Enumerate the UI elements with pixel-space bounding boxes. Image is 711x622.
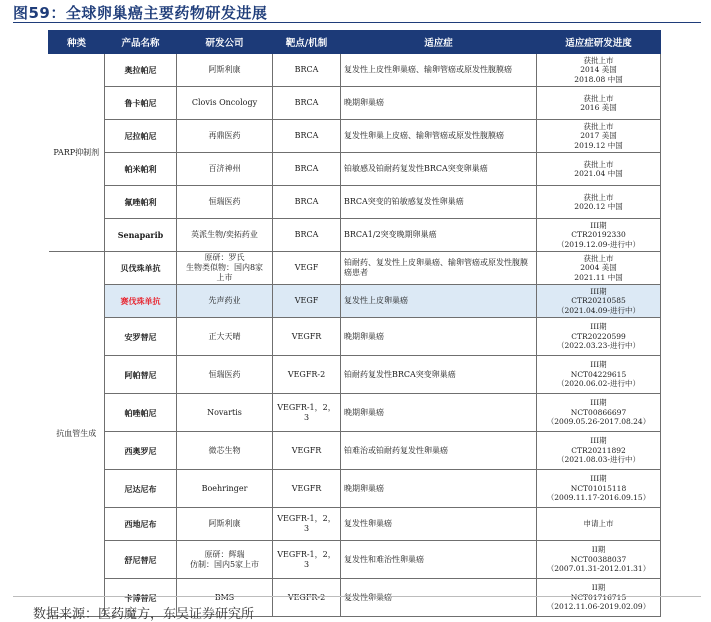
target: VEGFR-1，2，3 — [273, 508, 341, 541]
table-row — [49, 508, 661, 541]
target: BRCA — [273, 186, 341, 219]
progress: 获批上市 2021.04 中国 — [537, 153, 661, 186]
drug-name: 卡博替尼 — [105, 579, 177, 617]
table-row — [49, 356, 661, 394]
table-row — [49, 432, 661, 470]
indication: 晚期卵巢癌 — [341, 87, 537, 120]
header-target: 靶点/机制 — [273, 31, 341, 54]
target: VEGFR — [273, 470, 341, 508]
indication: 铂难治或铂耐药复发性卵巢癌 — [341, 432, 537, 470]
table-row — [49, 120, 661, 153]
drug-name: 鲁卡帕尼 — [105, 87, 177, 120]
indication: 复发性上皮性卵巢癌、输卵管癌或原发性腹膜癌 — [341, 54, 537, 87]
progress: II期 NCT00388037 （2007.01.31-2012.01.31） — [537, 541, 661, 579]
target: BRCA — [273, 54, 341, 87]
company: 阿斯利康 — [177, 54, 273, 87]
company: Novartis — [177, 394, 273, 432]
drug-name: 奥拉帕尼 — [105, 54, 177, 87]
progress: III期 CTR20210585 （2021.04.09-进行中） — [537, 285, 661, 318]
company: 恒瑞医药 — [177, 186, 273, 219]
indication: 复发性卵巢上皮癌、输卵管癌或原发性腹膜癌 — [341, 120, 537, 153]
target: VEGFR — [273, 318, 341, 356]
drug-pipeline-table — [48, 30, 661, 617]
title-rule — [13, 22, 701, 23]
indication: 铂敏感及铂耐药复发性BRCA突变卵巢癌 — [341, 153, 537, 186]
table-row — [49, 318, 661, 356]
target: VEGFR — [273, 432, 341, 470]
table-row — [49, 54, 661, 87]
drug-name: 安罗替尼 — [105, 318, 177, 356]
figure-title: 图59：全球卵巢癌主要药物研发进展 — [13, 4, 268, 22]
drug-name: Senaparib — [105, 219, 177, 252]
target: BRCA — [273, 120, 341, 153]
table-row — [49, 541, 661, 579]
progress: 申请上市 — [537, 508, 661, 541]
drug-name: 赛伐珠单抗 — [105, 285, 177, 318]
company: 原研：辉瑞 仿制：国内5家上市 — [177, 541, 273, 579]
indication: 复发性上皮卵巢癌 — [341, 285, 537, 318]
company: 正大天晴 — [177, 318, 273, 356]
target: BRCA — [273, 219, 341, 252]
table-row — [49, 87, 661, 120]
header-company: 研发公司 — [177, 31, 273, 54]
indication: 晚期卵巢癌 — [341, 470, 537, 508]
company: 恒瑞医药 — [177, 356, 273, 394]
table-row — [49, 470, 661, 508]
indication: 铂耐药复发性BRCA突变卵巢癌 — [341, 356, 537, 394]
progress: II期 NCT01716715 （2012.11.06-2019.02.09） — [537, 579, 661, 617]
target: BRCA — [273, 87, 341, 120]
target: BRCA — [273, 153, 341, 186]
category-angiogenesis: 抗血管生成 — [49, 252, 105, 617]
company: 百济神州 — [177, 153, 273, 186]
target: VEGFR-1，2，3 — [273, 541, 341, 579]
table-row — [49, 153, 661, 186]
company: 英派生物/奕拓药业 — [177, 219, 273, 252]
table-header-row — [49, 31, 661, 54]
drug-name: 阿帕替尼 — [105, 356, 177, 394]
table-row-highlighted — [49, 285, 661, 318]
drug-name: 帕唑帕尼 — [105, 394, 177, 432]
company: 先声药业 — [177, 285, 273, 318]
drug-name: 西奥罗尼 — [105, 432, 177, 470]
company: 原研：罗氏 生物类似物：国内8家 上市 — [177, 252, 273, 285]
progress: 获批上市 2017 美国 2019.12 中国 — [537, 120, 661, 153]
progress: III期 NCT04229615 （2020.06.02-进行中） — [537, 356, 661, 394]
source-note: 数据来源：医药魔方，东吴证券研究所 — [33, 607, 255, 622]
progress: III期 CTR20192330 （2019.12.09-进行中） — [537, 219, 661, 252]
company: 阿斯利康 — [177, 508, 273, 541]
target: VEGFR-2 — [273, 579, 341, 617]
header-indication: 适应症 — [341, 31, 537, 54]
progress: 获批上市 2004 美国 2021.11 中国 — [537, 252, 661, 285]
table-row — [49, 252, 661, 285]
indication: 复发性卵巢癌 — [341, 508, 537, 541]
drug-name: 帕米帕利 — [105, 153, 177, 186]
progress: 获批上市 2016 美国 — [537, 87, 661, 120]
company: 再鼎医药 — [177, 120, 273, 153]
header-product: 产品名称 — [105, 31, 177, 54]
indication: 铂耐药、复发性上皮卵巢癌、输卵管癌或原发性腹膜癌患者 — [341, 252, 537, 285]
table-row — [49, 219, 661, 252]
company: Boehringer — [177, 470, 273, 508]
company: Clovis Oncology — [177, 87, 273, 120]
target: VEGFR-1，2，3 — [273, 394, 341, 432]
company: BMS — [177, 579, 273, 617]
progress: 获批上市 2020.12 中国 — [537, 186, 661, 219]
progress: III期 NCT01015118 （2009.11.17-2016.09.15） — [537, 470, 661, 508]
indication: 晚期卵巢癌 — [341, 394, 537, 432]
indication: BRCA突变的铂敏感复发性卵巢癌 — [341, 186, 537, 219]
indication: BRCA1/2突变晚期卵巢癌 — [341, 219, 537, 252]
company: 微芯生物 — [177, 432, 273, 470]
header-category: 种类 — [49, 31, 105, 54]
indication: 复发性卵巢癌 — [341, 579, 537, 617]
footer-rule — [13, 596, 701, 597]
drug-name: 舒尼替尼 — [105, 541, 177, 579]
drug-name: 尼达尼布 — [105, 470, 177, 508]
drug-name: 西地尼布 — [105, 508, 177, 541]
progress: 获批上市 2014 美国 2018.08 中国 — [537, 54, 661, 87]
drug-name: 尼拉帕尼 — [105, 120, 177, 153]
target: VEGFR-2 — [273, 356, 341, 394]
drug-name: 贝伐珠单抗 — [105, 252, 177, 285]
table-row — [49, 186, 661, 219]
indication: 复发性和难治性卵巢癌 — [341, 541, 537, 579]
table-row — [49, 394, 661, 432]
progress: III期 CTR20211892 （2021.08.03-进行中） — [537, 432, 661, 470]
drug-name: 氟唑帕利 — [105, 186, 177, 219]
progress: III期 CTR20220599 （2022.03.23-进行中） — [537, 318, 661, 356]
category-parp: PARP抑制剂 — [49, 54, 105, 252]
target: VEGF — [273, 285, 341, 318]
indication: 晚期卵巢癌 — [341, 318, 537, 356]
header-progress: 适应症研发进度 — [537, 31, 661, 54]
target: VEGF — [273, 252, 341, 285]
progress: III期 NCT00866697 （2009.05.26-2017.08.24） — [537, 394, 661, 432]
